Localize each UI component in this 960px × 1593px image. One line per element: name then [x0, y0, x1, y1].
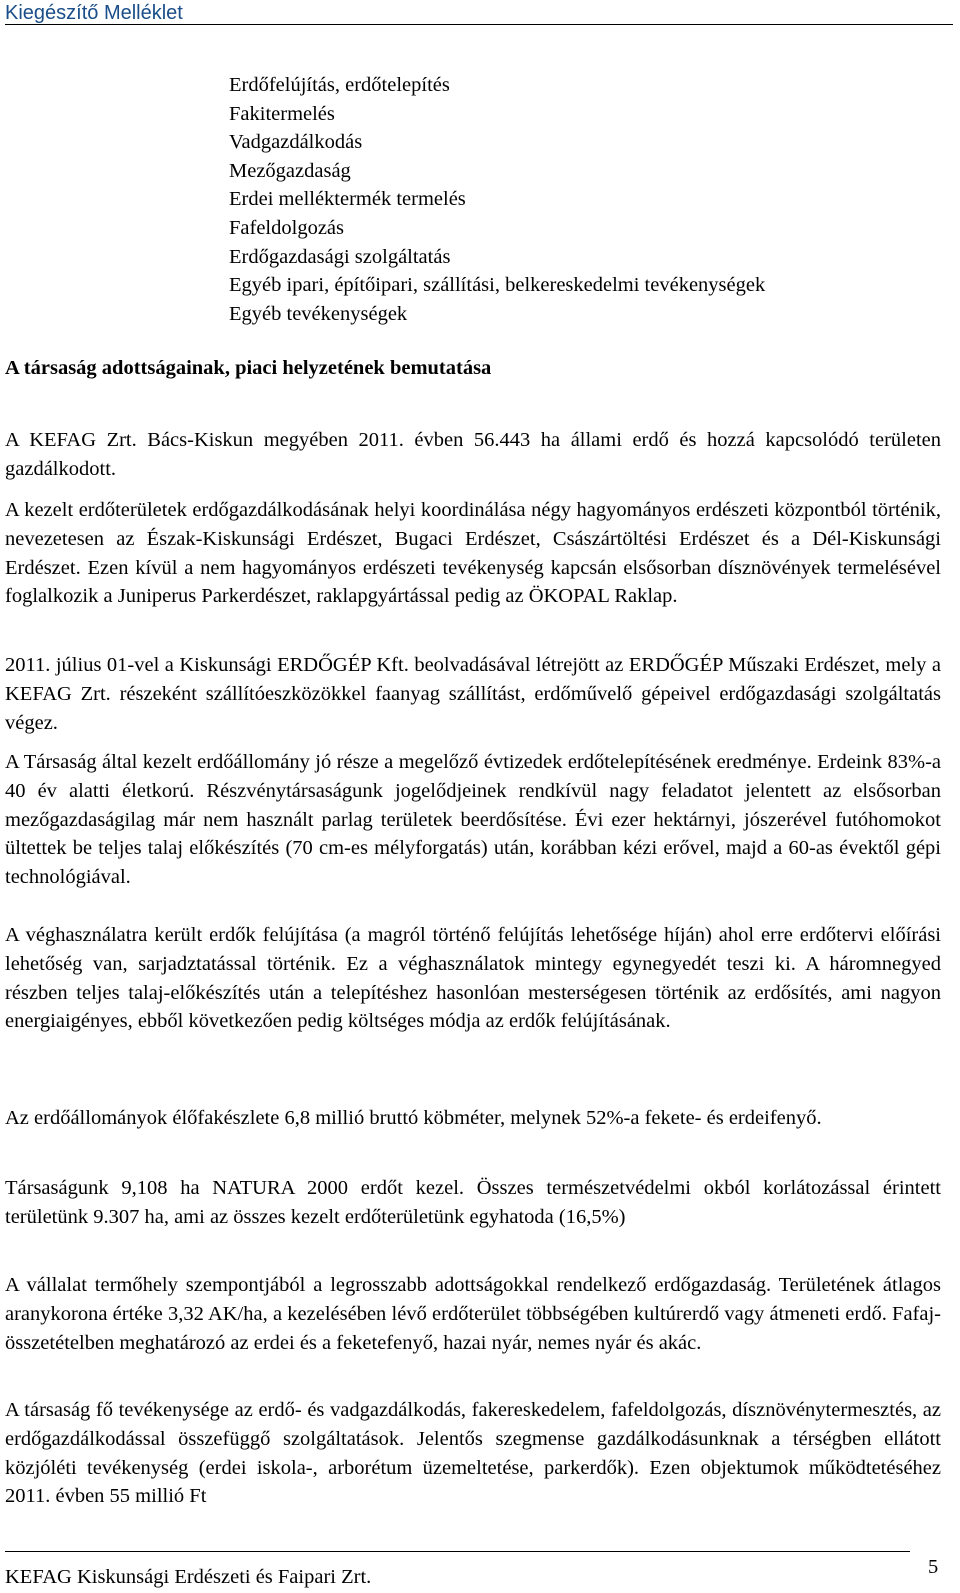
- list-item: Erdőfelújítás, erdőtelepítés: [229, 74, 450, 96]
- page-header: [5, 0, 953, 25]
- paragraph-timber-volume: Az erdőállományok élőfakészlete 6,8 millió bruttó köbméter, melynek 52%-a fekete- és erdeifenyő.: [5, 1107, 822, 1129]
- list-item: Fakitermelés: [229, 102, 335, 125]
- list-item: Egyéb ipari, építőipari, szállítási, belkereskedelmi tevékenységek: [229, 274, 766, 297]
- page-number: 5: [928, 1556, 939, 1578]
- list-item: Erdei melléktermék termelés: [229, 188, 466, 211]
- footer-divider: [5, 1551, 910, 1552]
- list-item: Vadgazdálkodás: [229, 131, 363, 154]
- paragraph-natura: Társaságunk 9,108 ha NATURA 2000 erdőt kezel. Összes természetvédelmi okból korlátozással érintett területünk 9.307 ha, ami az összes kezelt erdőterületünk egyhatoda (16,5%): [5, 1177, 941, 1228]
- activity-list: [229, 71, 765, 328]
- paragraph-management: A kezelt erdőterületek erdőgazdálkodásának helyi koordinálása négy hagyományos erdészeti központból történik, nevezetesen az Észak-Kiskunsági Erdészet, Bugaci Erdészet, Császártöltési Erdészet és a Dél-Kiskunsági Erdészet. Ezen kívül a nem hagyományos erdészeti tevékenység kapcsán elsősorban dísznövények termelésével foglalkozik a Juniperus Parkerdészet, raklapgyártással pedig az ÖKOPAL Raklap.: [5, 499, 941, 608]
- list-item: Erdőgazdasági szolgáltatás: [229, 245, 451, 268]
- paragraph-site-conditions: A vállalat termőhely szempontjából a legrosszabb adottságokkal rendelkező erdőgazdaság. Területének átlagos aranykorona értéke 3,32 AK/ha, a kezelésében lévő erdőterület többségében kultúrerdő vagy átmeneti erdő. Fafaj-összetételben meghatározó az erdei és a feketefenyő, hazai nyár, nemes nyár és akác.: [5, 1274, 941, 1354]
- paragraph-main-activity: A társaság fő tevékenysége az erdő- és vadgazdálkodás, fakereskedelem, fafeldolgozás, dísznövénytermesztés, az erdőgazdálkodással összefüggő szolgáltatások. Jelentős szegmense gazdálkodásunknak a térségben ellátott közjóléti tevékenység (erdei iskola-, arborétum üzemeltetése, parkerdők). Ezen objektumok működtetéséhez 2011. évben 55 millió Ft: [5, 1399, 941, 1508]
- list-item: Fafeldolgozás: [229, 216, 344, 239]
- paragraph-forest-stock: A Társaság által kezelt erdőállomány jó része a megelőző évtizedek erdőtelepítésének eredménye. Erdeink 83%-a 40 év alatti életkorú. Részvénytársaságunk jogelődjeinek rendkívül nagy feladatot jelentett az elsősorban mezőgazdaságilag már nem használt parlag területek beerdősítése. Évi ezer hektárnyi, jószerével futóhomokot ültettek be teljes talaj előkészítés (70 cm-es mélyforgatás) után, korábban kézi erővel, majd a 60-as évektől gépi technológiával.: [5, 751, 941, 889]
- footer-company: KEFAG Kiskunsági Erdészeti és Faipari Zrt.: [5, 1566, 372, 1588]
- paragraph-regeneration: A véghasználatra került erdők felújítása (a magról történő felújítás lehetősége híján) ahol erre erdőtervi előírási lehetőség van, sarjadztatással történik. Ez a véghasználatok mintegy egynegyedét teszi ki. A háromnegyed részben teljes talaj-előkészítés után a telepítéshez hasonlóan mesterségesen történik az erdősítés, ami nagyon energiaigényes, ebből következően pedig költséges módja az erdők felújításának.: [5, 924, 941, 1033]
- paragraph-area: A KEFAG Zrt. Bács-Kiskun megyében 2011. évben 56.443 ha állami erdő és hozzá kapcsolódó területen gazdálkodott.: [5, 429, 941, 480]
- list-item: Mezőgazdaság: [229, 159, 351, 182]
- paragraph-erdogep: 2011. július 01-vel a Kiskunsági ERDŐGÉP Kft. beolvadásával létrejött az ERDŐGÉP Műszaki Erdészet, mely a KEFAG Zrt. részeként szállítóeszközökkel faanyag szállítást, erdőművelő gépeivel erdőgazdasági szolgáltatás végez.: [5, 654, 941, 734]
- list-item: Egyéb tevékenységek: [229, 302, 408, 325]
- section-heading: A társaság adottságainak, piaci helyzetének bemutatása: [5, 357, 492, 379]
- header-title: Kiegészítő Melléklet: [5, 2, 183, 24]
